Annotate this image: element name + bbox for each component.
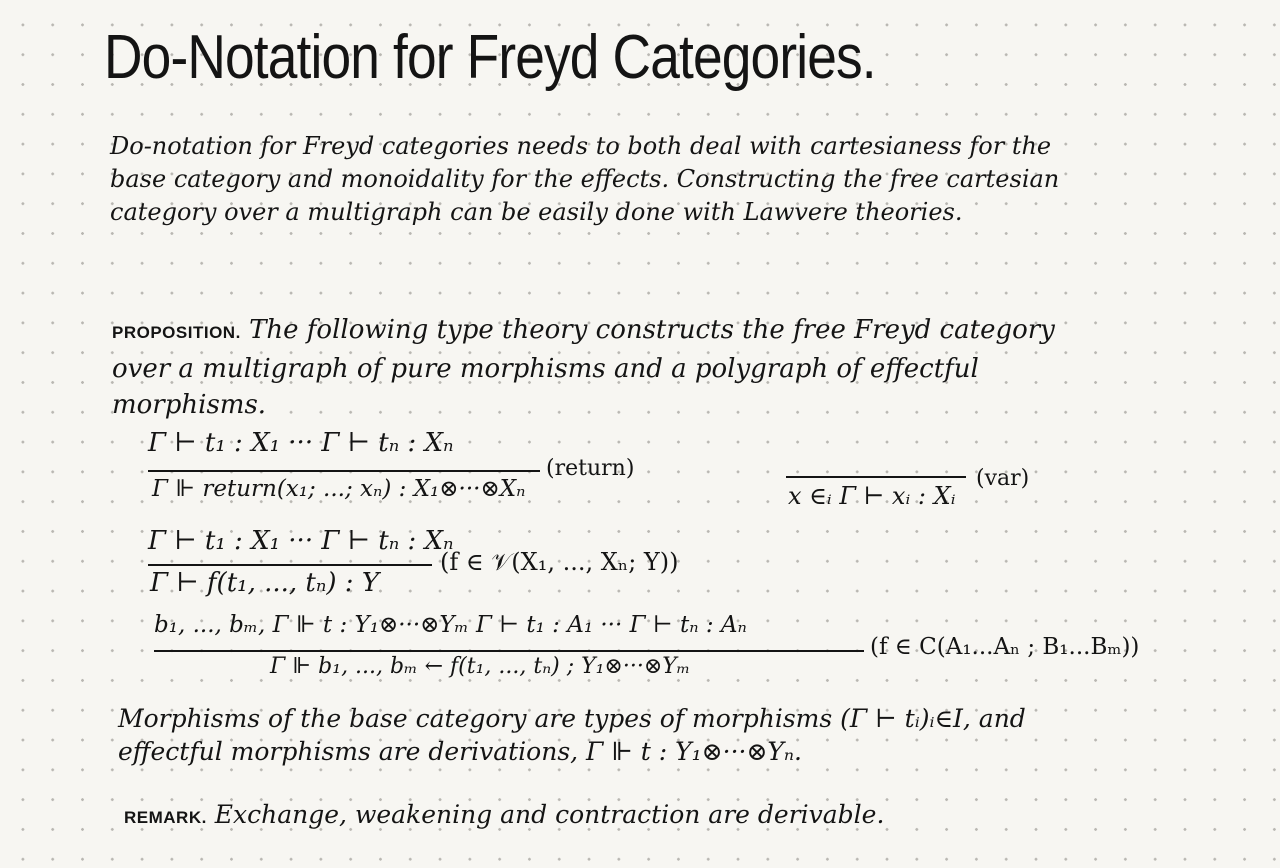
remark (124, 800, 884, 829)
rule-return-name: (return) (546, 456, 635, 481)
rule-return-premise: Γ ⊢ t₁ : X₁ ··· Γ ⊢ tₙ : Xₙ (148, 428, 454, 458)
rule-return-bar (148, 470, 540, 472)
proposition (112, 312, 1072, 423)
rule-var (786, 462, 1066, 522)
page-title: Do-Notation for Freyd Categories. (104, 23, 876, 92)
rule-pure-conclusion: Γ ⊢ f(t₁, ..., tₙ) : Y (150, 568, 379, 598)
rule-effect-conclusion: Γ ⊩ b₁, ..., bₘ ← f(t₁, ..., tₙ) ; Y₁⊗···⊗Yₘ (270, 654, 691, 679)
rule-pure-premise: Γ ⊢ t₁ : X₁ ··· Γ ⊢ tₙ : Xₙ (148, 526, 454, 556)
rule-effect-premise: b₁, ..., bₘ, Γ ⊩ t : Y₁⊗···⊗Yₘ Γ ⊢ t₁ : A₁ ··· Γ ⊢ tₙ : Aₙ (154, 612, 747, 638)
morphisms-note: Morphisms of the base category are types of morphisms (Γ ⊢ tᵢ)ᵢ∈I, and effectful morphisms are derivations, Γ ⊩ t : Y₁⊗···⊗Yₙ. (118, 704, 1026, 766)
rule-return (148, 428, 648, 518)
rule-effect (154, 612, 1154, 692)
rule-pure (148, 526, 748, 606)
rule-return-conclusion: Γ ⊩ return(x₁; ...; xₙ) : X₁⊗···⊗Xₙ (152, 476, 526, 502)
rule-pure-bar (148, 564, 432, 566)
intro-paragraph: Do-notation for Freyd categories needs to both deal with cartesianess for the base category and monoidality for the effects. Constructing the free cartesian category over a multigraph can be easily done with Lawvere theories. (110, 132, 1060, 226)
rule-effect-name: (f ∈ C(A₁...Aₙ ; B₁...Bₘ)) (870, 634, 1140, 660)
proposition-text: The following type theory constructs the free Freyd category over a multigraph of pure morphisms and a polygraph of effectful morphisms. (112, 315, 1055, 420)
rule-var-name: (var) (976, 466, 1030, 491)
rule-effect-bar (154, 650, 864, 652)
rule-var-bar (786, 476, 966, 478)
remark-text: Exchange, weakening and contraction are derivable. (214, 800, 885, 829)
rule-var-conclusion: x ∈ᵢ Γ ⊢ xᵢ : Xᵢ (788, 482, 956, 510)
remark-label: REMARK. (124, 808, 207, 827)
proposition-label: PROPOSITION. (112, 323, 241, 342)
rule-pure-name: (f ∈ 𝒱(X₁, ..., Xₙ; Y)) (440, 548, 679, 576)
